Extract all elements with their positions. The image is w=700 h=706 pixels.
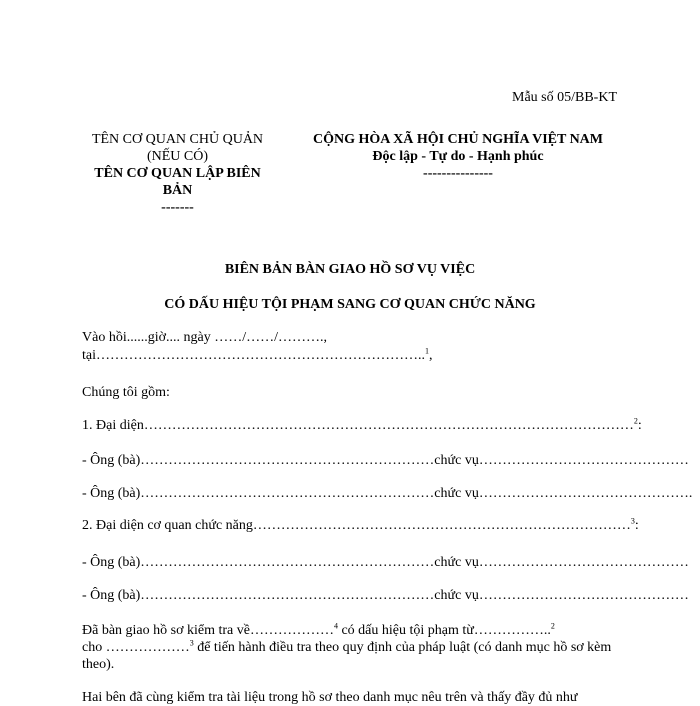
- person-line-3: - Ông (bà)………………………………………………………chức vụ………………………………………: [82, 555, 689, 570]
- place-text: tại……………………………………………………………..: [82, 348, 425, 363]
- place-end: ,: [429, 348, 433, 363]
- agency-separator: -------: [161, 200, 194, 215]
- place-line: [82, 348, 622, 364]
- footnote-ref-4: 4: [333, 621, 338, 631]
- national-header: [288, 131, 628, 182]
- footnote-ref-2: 2: [633, 416, 638, 426]
- person-line-1: - Ông (bà)………………………………………………………chức vụ………………………………………: [82, 453, 689, 468]
- footnote-ref-3: 3: [630, 516, 635, 526]
- form-code: Mẫu số 05/BB-KT: [512, 90, 617, 105]
- agency-line-2: (NẾU CÓ): [146, 149, 209, 164]
- agency-line-3: TÊN CƠ QUAN LẬP BIÊN: [94, 166, 261, 181]
- person-line-4: - Ông (bà)………………………………………………………chức vụ………………………………………: [82, 588, 689, 603]
- time-line: Vào hồi......giờ.... ngày ……/……/……….,: [82, 330, 327, 345]
- footnote-ref-3b: 3: [189, 638, 194, 648]
- footnote-ref-1: 1: [425, 346, 429, 356]
- document-title-line-1: BIÊN BẢN BÀN GIAO HỒ SƠ VỤ VIỆC: [224, 262, 476, 277]
- national-motto: Độc lập - Tự do - Hạnh phúc: [372, 149, 544, 164]
- motto-separator: ---------------: [423, 166, 493, 181]
- agency-line-4: BẢN: [162, 183, 193, 198]
- handover-text-b: có dấu hiệu tội phạm từ……………..: [337, 623, 551, 638]
- nation-name: CỘNG HÒA XÃ HỘI CHỦ NGHĨA VIỆT NAM: [312, 132, 603, 147]
- person-line-2: - Ông (bà)………………………………………………………chức vụ……………………………………….: [82, 486, 693, 501]
- footnote-ref-2b: 2: [550, 621, 555, 631]
- representative-2-text: 2. Đại diện cơ quan chức năng………………………………………………………………………: [82, 518, 631, 533]
- representative-1: [82, 416, 642, 434]
- attendees-intro: Chúng tôi gồm:: [82, 385, 170, 400]
- representative-1-text: 1. Đại diện……………………………………………………………………………………………: [82, 418, 634, 433]
- representative-1-end: :: [637, 418, 642, 433]
- agency-line-1: TÊN CƠ QUAN CHỦ QUẢN: [91, 132, 264, 147]
- representative-2-end: :: [634, 518, 639, 533]
- handover-text-a: Đã bàn giao hồ sơ kiểm tra về………………: [82, 623, 334, 638]
- verification-line: Hai bên đã cùng kiểm tra tài liệu trong hồ sơ theo danh mục nêu trên và thấy đầy đủ như: [82, 690, 578, 705]
- handover-paragraph: [82, 622, 622, 673]
- handover-text-d: để tiến hành điều tra theo quy định của pháp luật (có danh mục hồ sơ kèm theo).: [82, 640, 612, 672]
- document-title-line-2: CÓ DẤU HIỆU TỘI PHẠM SANG CƠ QUAN CHỨC NĂNG: [164, 297, 536, 312]
- agency-header: [70, 131, 285, 216]
- handover-text-c: cho ………………: [82, 640, 190, 655]
- representative-2: [82, 516, 639, 534]
